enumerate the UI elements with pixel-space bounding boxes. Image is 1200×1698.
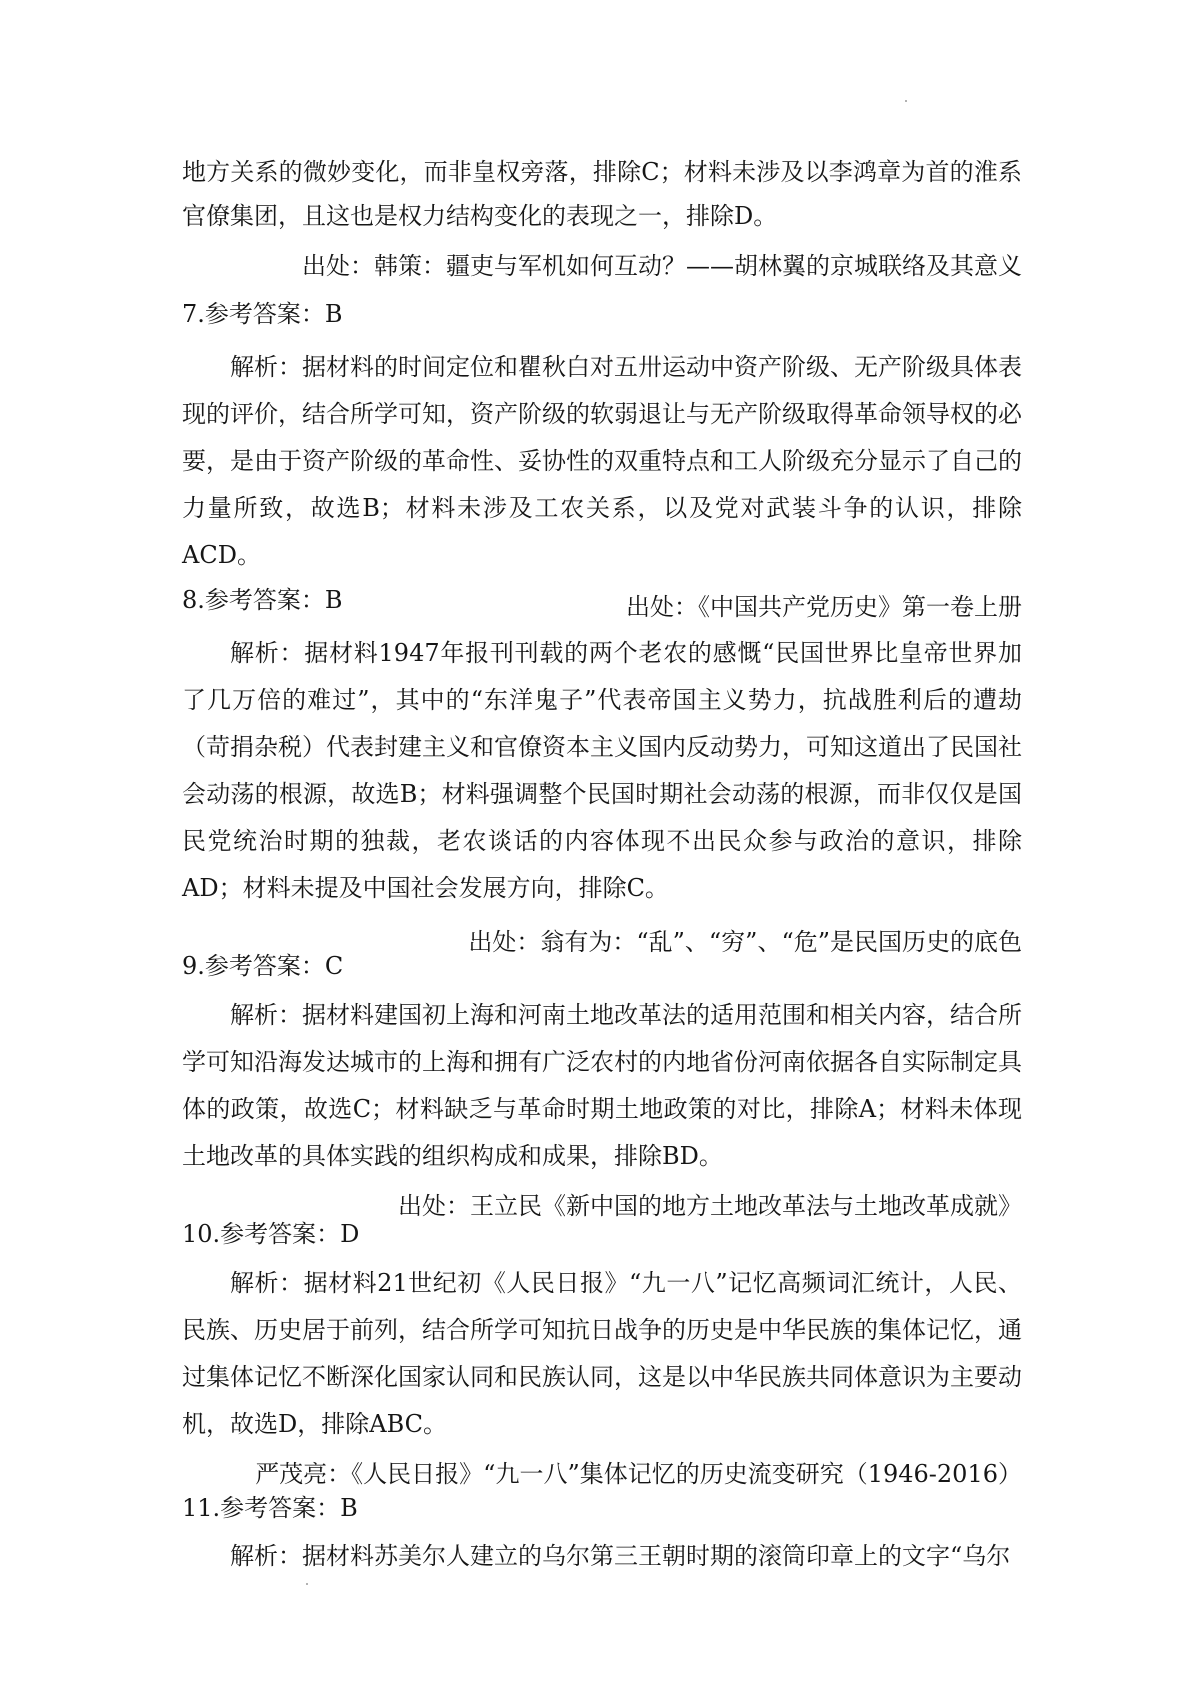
q8-answer: 8.参考答案：B <box>182 586 343 614</box>
q10-analysis: 解析：据材料21世纪初《人民日报》“九一八”记忆高频词汇统计，人民、民族、历史居于前列，结合所学可知抗日战争的历史是中华民族的集体记忆，通过集体记忆不断深化国家认同和民族认同，这是以中华民族共同体意识为主要动机，故选D，排除ABC。 <box>182 1269 1022 1438</box>
scan-speck <box>306 1583 308 1585</box>
q10-source: 严茂亮：《人民日报》“九一八”集体记忆的历史流变研究（1946-2016） <box>255 1460 1022 1488</box>
q9-source: 出处：王立民《新中国的地方土地改革法与土地改革成就》 <box>398 1192 1022 1220</box>
q11-analysis: 解析：据材料苏美尔人建立的乌尔第三王朝时期的滚筒印章上的文字“乌尔 <box>230 1542 1011 1570</box>
q7-source: 出处：《中国共产党历史》第一卷上册 <box>626 593 1022 621</box>
q10-section <box>182 1212 1022 1496</box>
q9-section <box>182 944 1022 1228</box>
q7-analysis: 解析：据材料的时间定位和瞿秋白对五卅运动中资产阶级、无产阶级具体表现的评价，结合所学可知，资产阶级的软弱退让与无产阶级取得革命领导权的必要，是由于资产阶级的革命性、妥协性的双重特点和工人阶级充分显示了自己的力量所致，故选B；材料未涉及工农关系，以及党对武装斗争的认识，排除ACD。 <box>182 353 1022 569</box>
q8-source: 出处：翁有为：“乱”、“穷”、“危”是民国历史的底色 <box>468 928 1022 956</box>
q9-analysis: 解析：据材料建国初上海和河南土地改革法的适用范围和相关内容，结合所学可知沿海发达城市的上海和拥有广泛农村的内地省份河南依据各自实际制定具体的政策，故选C；材料缺乏与革命时期土地政策的对比，排除A；材料未体现土地改革的具体实践的组织构成和成果，排除BD。 <box>182 1001 1022 1170</box>
q8-section <box>182 578 1022 964</box>
q8-analysis: 解析：据材料1947年报刊刊载的两个老农的感慨“民国世界比皇帝世界加了几万倍的难过”，其中的“东洋鬼子”代表帝国主义势力，抗战胜利后的遭劫（苛捐杂税）代表封建主义和官僚资本主义国内反动势力，可知这道出了民国社会动荡的根源，故选B；材料强调整个民国时期社会动荡的根源，而非仅仅是国民党统治时期的独裁，老农谈话的内容体现不出民众参与政治的意识，排除AD；材料未提及中国社会发展方向，排除C。 <box>182 639 1022 902</box>
q6-section <box>182 150 1022 288</box>
scan-speck <box>905 100 907 102</box>
q11-section <box>182 1486 1022 1578</box>
q7-answer: 7.参考答案：B <box>182 300 343 328</box>
q9-answer: 9.参考答案：C <box>182 952 344 980</box>
q10-answer: 10.参考答案：D <box>182 1220 360 1248</box>
q6-source: 出处：韩策：疆吏与军机如何互动？——胡林翼的京城联络及其意义 <box>302 252 1022 280</box>
q11-answer: 11.参考答案：B <box>182 1494 358 1522</box>
q6-analysis-tail: 地方关系的微妙变化，而非皇权旁落，排除C；材料未涉及以李鸿章为首的淮系官僚集团，且这也是权力结构变化的表现之一，排除D。 <box>182 158 1022 230</box>
